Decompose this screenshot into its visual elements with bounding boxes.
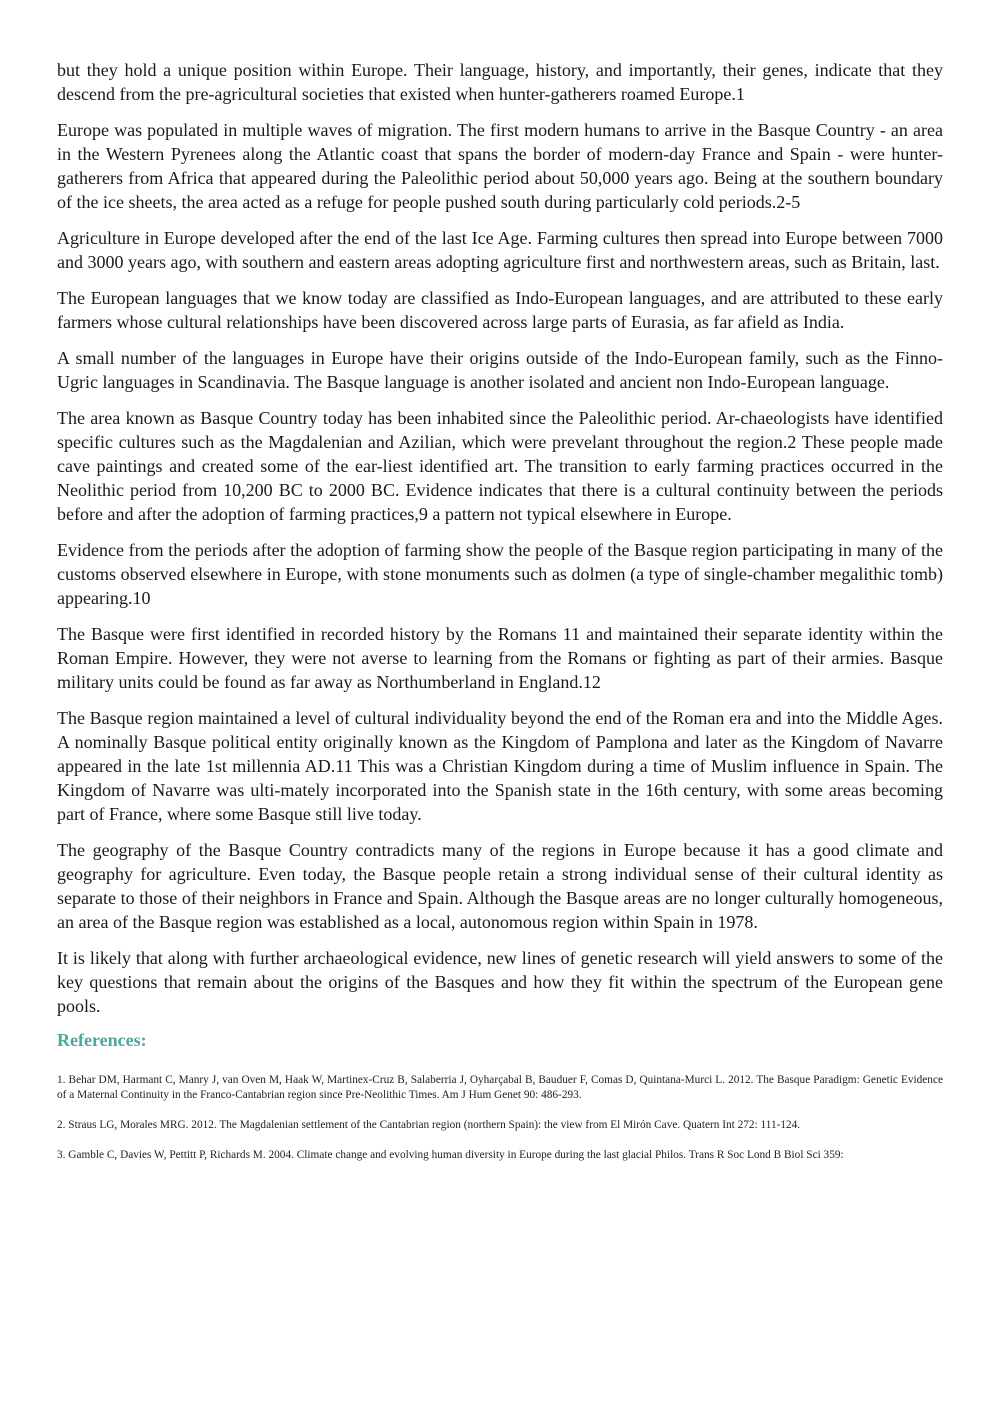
reference-item: 2. Straus LG, Morales MRG. 2012. The Magdalenian settlement of the Cantabrian region (northern Spain): the view from El Mirón Cave. Quatern Int 272: 111-124.: [57, 1119, 801, 1131]
reference-item: 1. Behar DM, Harmant C, Manry J, van Oven M, Haak W, Martinex-Cruz B, Salaberria J, Oyharçabal B, Bauduer F, Comas D, Quintana-Murci L. 2012. The Basque Paradigm: Genetic Evidence of a Maternal Continuity in the Franco-Cantabrian region since Pre-Neolithic Times. Am J Hum Genet 90: 486-293.: [57, 1074, 943, 1101]
body-paragraph: but they hold a unique position within Europe. Their language, history, and importantly, their genes, indicate that they descend from the pre-agricultural societies that existed when hunter-gatherers roamed Europe.1: [57, 60, 943, 104]
document-page: [57, 58, 943, 1178]
reference-item: 3. Gamble C, Davies W, Pettitt P, Richards M. 2004. Climate change and evolving human diversity in Europe during the last glacial Philos. Trans R Soc Lond B Biol Sci 359:: [57, 1149, 844, 1161]
body-paragraph: The area known as Basque Country today has been inhabited since the Paleolithic period. Ar-chaeologists have identified specific cultures such as the Magdalenian and Azilian, which were prevelant throughout the region.2 These people made cave paintings and created some of the ear-liest identified art. The transition to early farming practices occurred in the Neolithic period from 10,200 BC to 2000 BC. Evidence indicates that there is a cultural continuity between the periods before and after the adoption of farming practices,9 a pattern not typical elsewhere in Europe.: [57, 408, 943, 524]
body-paragraph: Evidence from the periods after the adoption of farming show the people of the Basque region participating in many of the customs observed elsewhere in Europe, with stone monuments such as dolmen (a type of single-chamber megalithic tomb) appearing.10: [57, 540, 943, 608]
body-paragraph: The geography of the Basque Country contradicts many of the regions in Europe because it has a good climate and geography for agriculture. Even today, the Basque people retain a strong individual sense of their cultural identity as separate to those of their neighbors in France and Spain. Although the Basque areas are no longer culturally homogeneous, an area of the Basque region was established as a local, autonomous region within Spain in 1978.: [57, 840, 943, 932]
body-paragraph: A small number of the languages in Europe have their origins outside of the Indo-European family, such as the Finno-Ugric languages in Scandinavia. The Basque language is another isolated and ancient non Indo-European language.: [57, 348, 943, 392]
body-paragraph: It is likely that along with further archaeological evidence, new lines of genetic research will yield answers to some of the key questions that remain about the origins of the Basques and how they fit within the spectrum of the European gene pools.: [57, 948, 943, 1016]
body-paragraph: Agriculture in Europe developed after the end of the last Ice Age. Farming cultures then spread into Europe between 7000 and 3000 years ago, with southern and eastern areas adopting agriculture first and northwestern areas, such as Britain, last.: [57, 228, 943, 272]
references-heading: References:: [57, 1030, 147, 1050]
body-paragraph: The Basque were first identified in recorded history by the Romans 11 and maintained their separate identity within the Roman Empire. However, they were not averse to learning from the Romans or fighting as part of their armies. Basque military units could be found as far away as Northumberland in England.12: [57, 624, 943, 692]
body-paragraph: The European languages that we know today are classified as Indo-European languages, and are attributed to these early farmers whose cultural relationships have been discovered across large parts of Eurasia, as far afield as India.: [57, 288, 943, 332]
body-paragraph: Europe was populated in multiple waves of migration. The first modern humans to arrive in the Basque Country - an area in the Western Pyrenees along the Atlantic coast that spans the border of modern-day France and Spain - were hunter-gatherers from Africa that appeared during the Paleolithic period about 50,000 years ago. Being at the southern boundary of the ice sheets, the area acted as a refuge for people pushed south during particularly cold periods.2-5: [57, 120, 943, 212]
body-paragraph: The Basque region maintained a level of cultural individuality beyond the end of the Roman era and into the Middle Ages. A nominally Basque political entity originally known as the Kingdom of Pamplona and later as the Kingdom of Navarre appeared in the late 1st millennia AD.11 This was a Christian Kingdom during a time of Muslim influence in Spain. The Kingdom of Navarre was ulti-mately incorporated into the Spanish state in the 16th century, with some areas becoming part of France, where some Basque still live today.: [57, 708, 943, 824]
